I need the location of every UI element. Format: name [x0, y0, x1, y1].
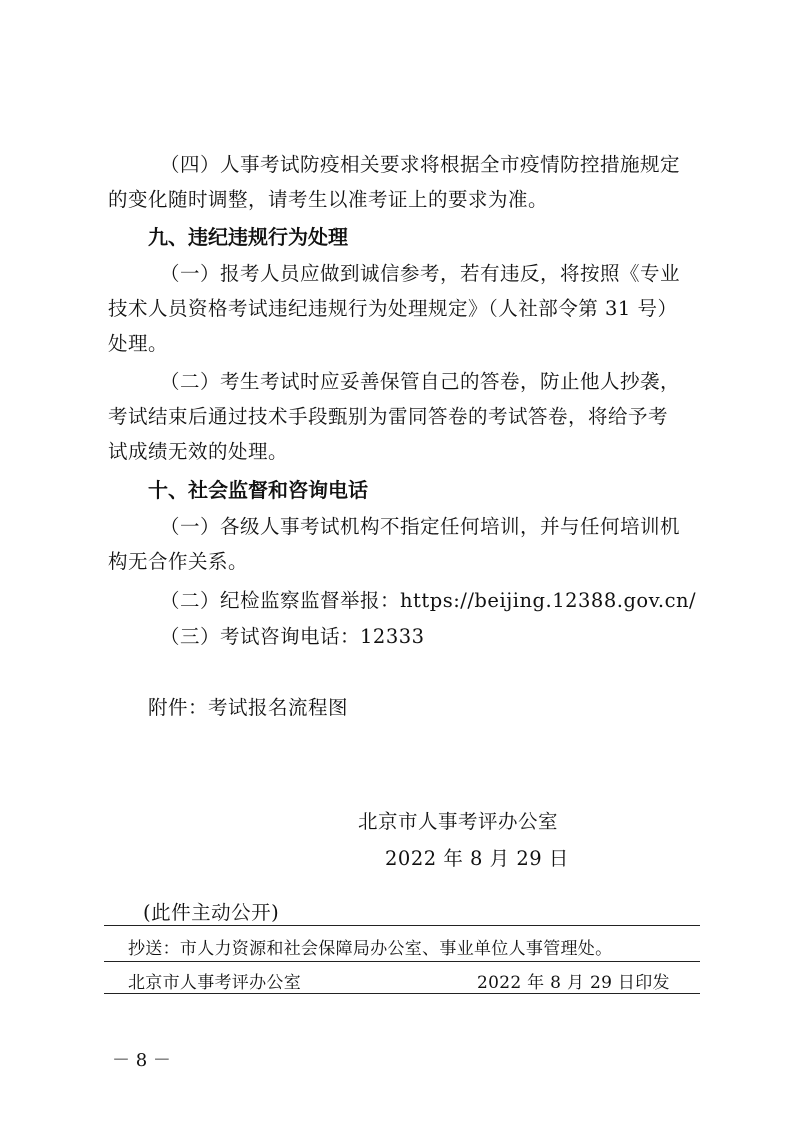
page-number: － 8 － [112, 1050, 171, 1071]
signature-date: 2022 年 8 月 29 日 [385, 847, 569, 870]
paragraph-10-1-line2: 构无合作关系。 [108, 550, 249, 573]
paragraph-4-line1: （四）人事考试防疫相关要求将根据全市疫情防控措施规定 [160, 153, 681, 176]
signature-org: 北京市人事考评办公室 [358, 810, 559, 833]
footer-issuer: 北京市人事考评办公室 [128, 973, 301, 993]
paragraph-10-2: （二）纪检监察监督举报：https://beijing.12388.gov.cn/ [160, 589, 697, 612]
section-9-heading: 九、违纪违规行为处理 [148, 225, 348, 249]
footer-rule-top [104, 925, 700, 926]
cc-line: 抄送：市人力资源和社会保障局办公室、事业单位人事管理处。 [128, 939, 613, 959]
footer-rule-bottom [104, 993, 700, 994]
paragraph-9-1-line2: 技术人员资格考试违纪违规行为处理规定》（人社部令第 31 号） [108, 297, 678, 320]
paragraph-10-3: （三）考试咨询电话：12333 [160, 625, 425, 648]
footer-rule-middle [104, 961, 700, 962]
attachment-note: 附件：考试报名流程图 [148, 696, 349, 719]
paragraph-9-2-line1: （二）考生考试时应妥善保管自己的答卷，防止他人抄袭， [160, 370, 681, 393]
paragraph-10-1-line1: （一）各级人事考试机构不指定任何培训，并与任何培训机 [160, 515, 681, 538]
paragraph-4-line2: 的变化随时调整，请考生以准考证上的要求为准。 [108, 188, 549, 211]
paragraph-9-1-line3: 处理。 [108, 332, 169, 355]
footer-issue-date: 2022 年 8 月 29 日印发 [477, 973, 670, 993]
paragraph-9-1-line1: （一）报考人员应做到诚信参考，若有违反，将按照《专业 [160, 262, 681, 285]
disclosure-note: (此件主动公开) [143, 901, 280, 924]
section-10-heading: 十、社会监督和咨询电话 [148, 478, 368, 502]
paragraph-9-2-line3: 试成绩无效的处理。 [108, 440, 289, 463]
paragraph-9-2-line2: 考试结束后通过技术手段甄别为雷同答卷的考试答卷，将给予考 [108, 405, 669, 428]
